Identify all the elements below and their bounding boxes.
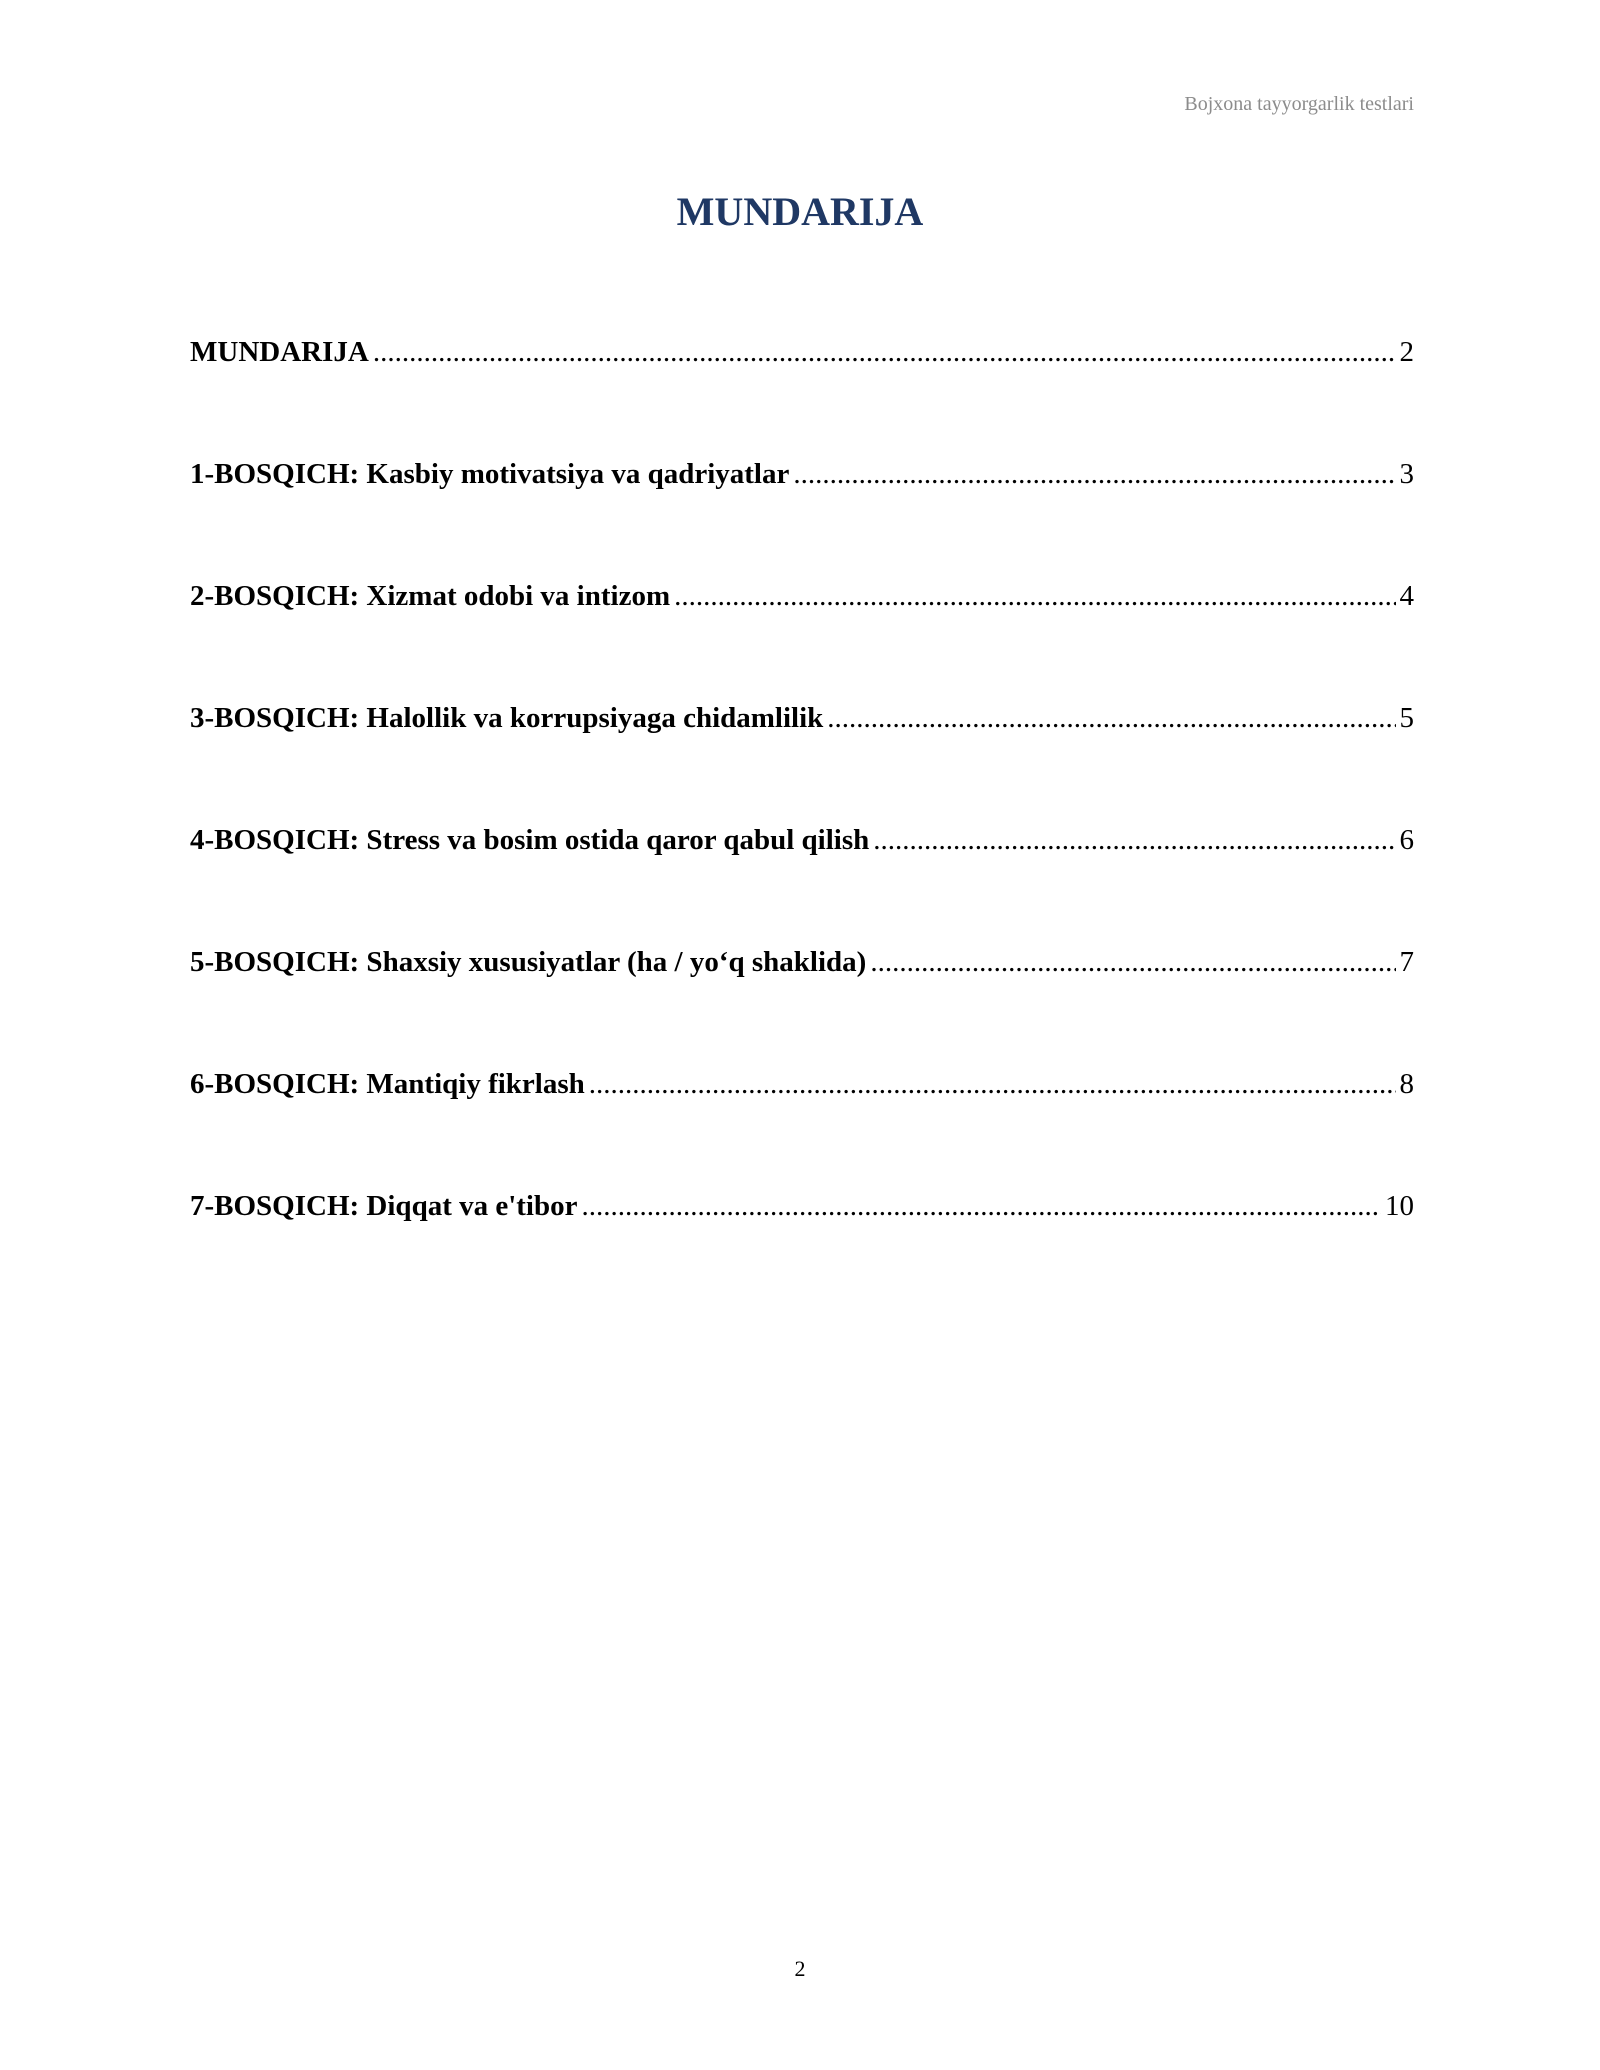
toc-entry-page: 4 (1399, 580, 1414, 612)
toc-entry-page: 8 (1399, 1068, 1414, 1100)
dot-leader (582, 1184, 1382, 1228)
toc-entry-label: MUNDARIJA (190, 336, 369, 368)
dot-leader (870, 940, 1395, 984)
toc-entry-contents[interactable] (190, 330, 1414, 452)
table-of-contents (190, 330, 1414, 1306)
toc-entry-stage-1[interactable] (190, 452, 1414, 574)
dot-leader (873, 818, 1395, 862)
dot-leader (373, 330, 1396, 374)
toc-entry-stage-6[interactable] (190, 1062, 1414, 1184)
toc-entry-label: 3-BOSQICH: Halollik va korrupsiyaga chidamlilik (190, 702, 824, 734)
toc-entry-label: 5-BOSQICH: Shaxsiy xususiyatlar (ha / yo‘q shaklida) (190, 946, 867, 978)
toc-entry-stage-5[interactable] (190, 940, 1414, 1062)
page-number: 2 (794, 1956, 806, 1981)
toc-entry-page: 3 (1399, 458, 1414, 490)
toc-entry-label: 2-BOSQICH: Xizmat odobi va intizom (190, 580, 671, 612)
toc-entry-stage-4[interactable] (190, 818, 1414, 940)
toc-entry-label: 6-BOSQICH: Mantiqiy fikrlash (190, 1068, 585, 1100)
toc-entry-stage-2[interactable] (190, 574, 1414, 696)
toc-entry-stage-7[interactable] (190, 1184, 1414, 1306)
toc-entry-label: 4-BOSQICH: Stress va bosim ostida qaror qabul qilish (190, 824, 870, 856)
toc-entry-page: 6 (1399, 824, 1414, 856)
dot-leader (589, 1062, 1396, 1106)
toc-entry-stage-3[interactable] (190, 696, 1414, 818)
toc-entry-page: 7 (1399, 946, 1414, 978)
running-header: Bojxona tayyorgarlik testlari (1184, 93, 1414, 115)
toc-entry-page: 2 (1399, 336, 1414, 368)
dot-leader (674, 574, 1395, 618)
dot-leader (793, 452, 1395, 496)
toc-entry-page: 5 (1399, 702, 1414, 734)
toc-entry-page: 10 (1385, 1190, 1414, 1222)
toc-entry-label: 7-BOSQICH: Diqqat va e'tibor (190, 1190, 578, 1222)
dot-leader (827, 696, 1395, 740)
toc-entry-label: 1-BOSQICH: Kasbiy motivatsiya va qadriyatlar (190, 458, 790, 490)
page-title: MUNDARIJA (676, 189, 924, 234)
